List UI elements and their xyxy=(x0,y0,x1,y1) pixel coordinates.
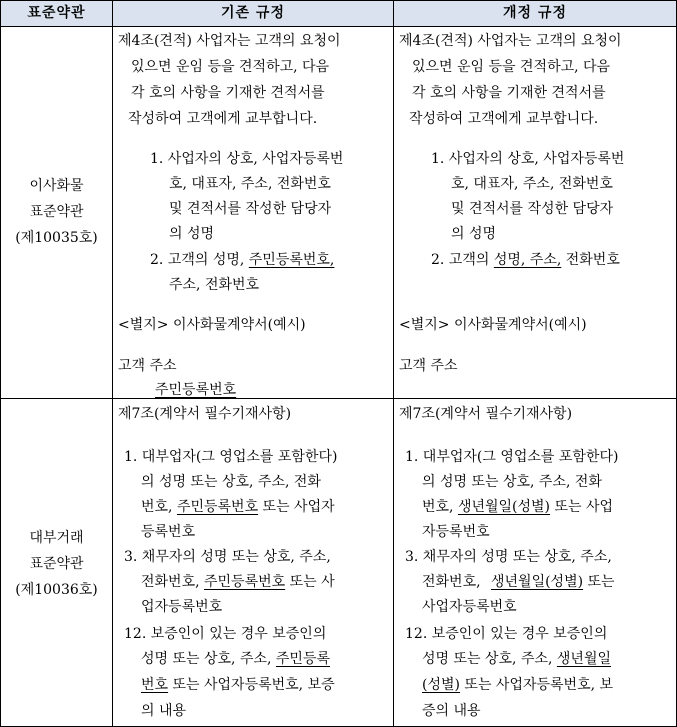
old-item-text: 또는 사업자 xyxy=(258,499,335,515)
new-item-text: 성명 또는 상호, 주소, xyxy=(422,651,557,667)
new-item-line xyxy=(422,496,613,516)
old-article-line: 작성하여 고객에게 교부합니다. xyxy=(128,111,318,127)
old-item-text: 성명 또는 상호, 주소, xyxy=(141,651,276,667)
old-item-line xyxy=(141,496,335,516)
new-item-line: 사업자등록번호 xyxy=(422,599,517,615)
new-item-line: 증의 내용 xyxy=(422,703,481,719)
new-item-text: 또는 사업 xyxy=(550,499,614,515)
old-item-line xyxy=(141,571,335,591)
new-customer: 고객 주소 xyxy=(399,358,458,374)
grid-line xyxy=(0,26,677,27)
header-old: 기존 규정 xyxy=(221,5,285,21)
row1-category xyxy=(1,173,112,251)
row1-category-line: 표준약관 xyxy=(29,204,84,220)
header-category-cell xyxy=(1,1,112,26)
header-category: 표준약관 xyxy=(27,5,86,21)
old-item-text: 또는 사 xyxy=(285,574,335,590)
grid-line xyxy=(0,0,677,1)
new-item-line: 의 성명 또는 상호, 주소, 전화 xyxy=(422,474,602,490)
old-item-line: 3. 채무자의 성명 또는 상호, 주소, xyxy=(124,549,331,565)
grid-line xyxy=(0,0,1,727)
new-item2-underlined: 성명, 주소, xyxy=(493,252,562,268)
old-item-underlined: 주민등록번호 xyxy=(204,574,286,590)
old-item-underlined: 번호 xyxy=(141,677,169,693)
old-item-line: 업자등록번호 xyxy=(141,599,223,615)
new-item-line: 1. 대부업자(그 영업소를 포함한다) xyxy=(405,449,619,465)
new-article: 제7조(계약서 필수기재사항) xyxy=(399,406,573,422)
old-item-underlined: 주민등록 xyxy=(275,651,331,667)
new-item-text: 또는 사업자등록번호, 보 xyxy=(459,677,614,693)
grid-line xyxy=(393,0,394,727)
old-customer-sub-underlined: 주민등록번호 xyxy=(155,382,237,398)
old-item-line xyxy=(141,648,330,668)
old-item-line xyxy=(150,249,334,269)
old-item-line: 의 내용 xyxy=(141,703,187,719)
new-item-line: 1. 사업자의 상호, 사업자등록번 xyxy=(431,151,625,167)
row1-category-line: 이사화물 xyxy=(29,178,84,194)
old-item-text: 또는 사업자등록번호, 보증 xyxy=(168,677,335,693)
grid-line xyxy=(112,0,113,727)
grid-line xyxy=(0,398,677,399)
new-item-text: 또는 xyxy=(583,574,615,590)
new-item2-text: 2. 고객의 xyxy=(431,252,494,268)
new-item-text: 전화번호, xyxy=(422,574,485,590)
new-item-line: 의 성명 xyxy=(451,226,497,242)
old-item-line: 12. 보증인이 있는 경우 보증인의 xyxy=(124,626,327,642)
old-item-line: 등록번호 xyxy=(141,524,196,540)
new-item-line: 12. 보증인이 있는 경우 보증인의 xyxy=(405,626,608,642)
new-item-underlined: (성별) xyxy=(422,677,460,693)
new-item-line: 3. 채무자의 성명 또는 상호, 주소, xyxy=(405,549,612,565)
new-item-line xyxy=(431,249,620,269)
old-item-line: 1. 사업자의 상호, 사업자등록번 xyxy=(150,151,344,167)
new-article-line: 각 호의 사항을 기재한 견적서를 xyxy=(412,85,606,101)
row2-category-line: 표준약관 xyxy=(29,556,84,572)
new-article-line: 제4조(견적) 사업자는 고객의 요청이 xyxy=(399,33,622,49)
old-item-line: 의 성명 또는 상호, 주소, 전화 xyxy=(141,474,321,490)
new-item-underlined: 생년월일(성별) xyxy=(457,499,551,515)
old-article: 제7조(계약서 필수기재사항) xyxy=(118,406,292,422)
old-item-line xyxy=(141,674,335,694)
old-item-line: 호, 대표자, 주소, 전화번호 xyxy=(169,176,331,192)
old-customer: 고객 주소 xyxy=(118,358,177,374)
old-item-line: 및 견적서를 작성한 담당자 xyxy=(169,201,332,217)
row2-category xyxy=(1,525,112,603)
row1-category-line: (제10035호) xyxy=(15,230,98,246)
new-item-line: 자등록번호 xyxy=(422,524,490,540)
new-article-line: 있으면 운임 등을 견적하고, 다음 xyxy=(412,59,611,75)
old-annex: <별지> 이사화물계약서(예시) xyxy=(118,317,306,333)
old-item-line: 의 성명 xyxy=(169,226,215,242)
old-customer-sub xyxy=(155,379,236,399)
new-item-underlined: 생년월일(성별) xyxy=(491,574,584,590)
header-new-cell xyxy=(394,1,676,26)
new-item-line: 및 견적서를 작성한 담당자 xyxy=(451,201,614,217)
new-item-line: 호, 대표자, 주소, 전화번호 xyxy=(451,176,613,192)
old-article-line: 제4조(견적) 사업자는 고객의 요청이 xyxy=(118,33,341,49)
new-item-text: 번호, xyxy=(422,499,458,515)
row2-category-line: (제10036호) xyxy=(15,582,98,598)
new-item-line xyxy=(422,648,611,668)
old-item2-text: 2. 고객의 성명, xyxy=(150,252,249,268)
new-item-line xyxy=(422,571,615,591)
old-item-text: 번호, xyxy=(141,499,177,515)
old-item-underlined: 주민등록번호 xyxy=(176,499,259,515)
old-item-line: 주소, 전화번호 xyxy=(169,277,260,293)
old-item-text: 전화번호, xyxy=(141,574,204,590)
header-old-cell xyxy=(113,1,393,26)
new-item2-text: 전화번호 xyxy=(561,252,620,268)
old-article-line: 각 호의 사항을 기재한 견적서를 xyxy=(131,85,325,101)
old-item2-underlined: 주민등록번호, xyxy=(248,252,335,268)
old-item-line: 1. 대부업자(그 영업소를 포함한다) xyxy=(124,449,338,465)
row2-category-line: 대부거래 xyxy=(29,530,84,546)
header-new: 개정 규정 xyxy=(503,5,567,21)
new-item-underlined: 생년월일 xyxy=(556,651,612,667)
old-article-line: 있으면 운임 등을 견적하고, 다음 xyxy=(131,59,330,75)
new-item-line xyxy=(422,674,613,694)
new-article-line: 작성하여 고객에게 교부합니다. xyxy=(409,111,599,127)
new-annex: <별지> 이사화물계약서(예시) xyxy=(399,317,587,333)
